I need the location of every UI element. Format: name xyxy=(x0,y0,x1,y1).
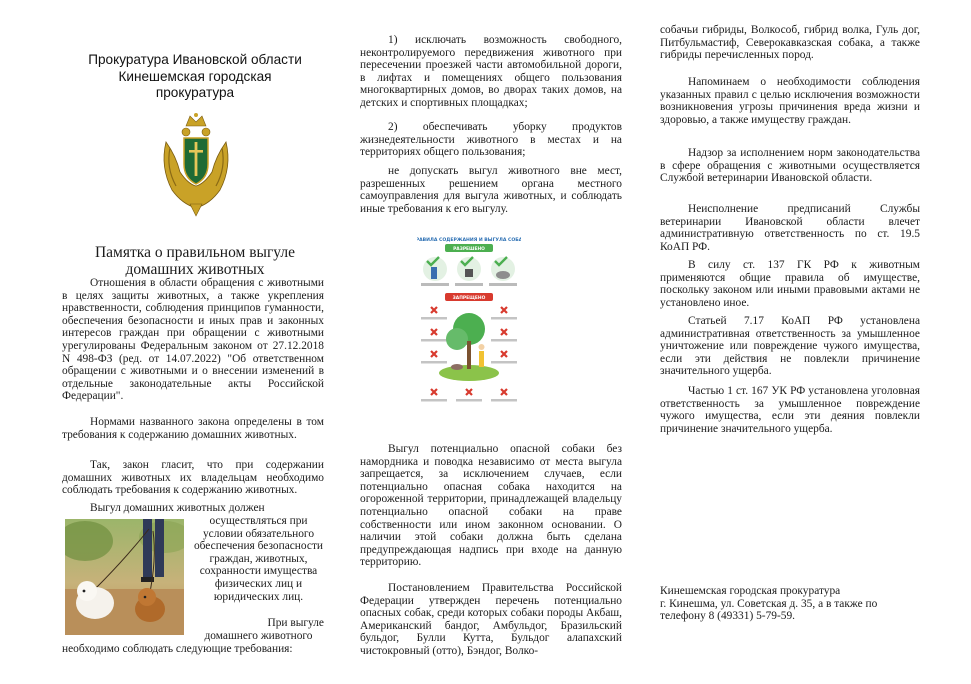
paragraph-criminal-167: Частью 1 ст. 167 УК РФ установлена уголовная ответственность за умышленное повреждение чужого имущества, если эти деяния повлекли причинение значительного ущерба. xyxy=(660,385,920,435)
paragraph-law-intro: Отношения в области обращения с животными в целях защиты животных, а также укрепления нравственности, соблюдения принципов гуманности, обеспечения безопасности и иных прав и законных интересов граждан при обращении с животными урегулированы Федеральным законом от 27.12.2018 N 498-ФЗ (ред. от 14.07.2022) "Об ответственном обращении с животными и о внесении изменений в отдельные законодательные акты Российской Федерации". xyxy=(62,277,324,403)
org-line-2: Кинешемская городская xyxy=(118,68,272,84)
contact-block xyxy=(660,585,920,623)
paragraph-walk-rule-side2: домашнего животного xyxy=(204,630,313,642)
paragraph-walk-side: осуществляться при условии обязательного обеспечения безопасности граждан, животных, сохранности имущества физических лиц и юридических лиц. xyxy=(193,515,324,603)
title-line-1: Памятка о правильном выгуле xyxy=(94,244,295,261)
paragraph-dangerous-dog: Выгул потенциально опасной собаки без намордника и поводка независимо от места выгула запрещается, за исключением случаев, если потенциально опасная собака находится на огороженной территории, принадлежащей владельцу потенциально опасной собаки на праве собственности или ином законном основании. О наличии этой собаки должна быть сделана предупреждающая надпись при входе на данную территорию. xyxy=(360,443,622,569)
paragraph-rule-1: 1) исключать возможность свободного, неконтролируемого передвижения животного при пересечении проезжей части автомобильной дороги, в лифтах и помещениях общего пользования многоквартирных домов, во дворах таких домов, на детских и спортивных площадках; xyxy=(360,34,622,109)
infographic-dog-rules xyxy=(417,233,521,411)
dogs-on-leash-image xyxy=(65,519,184,635)
paragraph-koap-717: Статьей 7.17 КоАП РФ установлена административная ответственность за умышленное уничтожение или повреждение чужого имущества, если эти действия не повлекли причинение значительного ущерба. xyxy=(660,315,920,378)
title-line-2: домашних животных xyxy=(125,261,265,278)
paragraph-walk-head: Выгул домашних животных должен xyxy=(90,502,265,514)
infographic-image xyxy=(417,233,521,411)
page-title xyxy=(62,244,328,278)
paragraph-rule-2: 2) обеспечивать уборку продуктов жизнедеятельности животного в местах и на территориях общего пользования; xyxy=(360,121,622,159)
paragraph-law-norms: Нормами названного закона определены в том требования к содержанию домашних животных. xyxy=(62,416,324,441)
paragraph-reminder: Напоминаем о необходимости соблюдения указанных правил с целью исключения возможности возникновения угрозы причинения вреда жизни и здоровью, а также имуществу граждан. xyxy=(660,76,920,126)
paragraph-walk-rule-side xyxy=(193,617,324,630)
dogs-photo xyxy=(65,519,184,635)
paragraph-breeds-cont: собачьи гибриды, Волкособ, гибрид волка, Гуль дог, Питбульмастиф, Северокавказская собака, а также гибриды перечисленных пород. xyxy=(660,24,920,62)
column-middle xyxy=(360,0,625,684)
paragraph-dangerous-breeds: Постановлением Правительства Российской Федерации утвержден перечень потенциально опасных собак, среди которых собаки породы Акбаш, Американский бандог, Амбульдог, Бразильский бульдог, Булли Кутта, Бульдог алапахский чистокровный (отто), Бэндог, Волко- xyxy=(360,582,622,657)
paragraph-admin-liability: Неисполнение предписаний Службы ветеринарии Ивановской области влечет административную ответственность по ст. 19.5 КоАП РФ. xyxy=(660,203,920,253)
paragraph-law-requirements: Так, закон гласит, что при содержании домашних животных их владельцам необходимо соблюдать требования к содержанию животных. xyxy=(62,459,324,497)
infographic-header: ПРАВИЛА СОДЕРЖАНИЯ И ВЫГУЛА СОБАК xyxy=(417,238,521,243)
org-line-3: прокуратура xyxy=(155,85,235,100)
infographic-allowed: РАЗРЕШЕНО xyxy=(453,247,485,252)
paragraph-rule-3: не допускать выгул животного вне мест, разрешенных решением органа местного самоуправления для выгула животных, и соблюдать иные требования к его выгулу. xyxy=(360,165,622,215)
org-header xyxy=(62,52,328,102)
column-right xyxy=(660,0,920,684)
paragraph-supervision: Надзор за исполнением норм законодательства в сфере обращения с животными осуществляется Службой ветеринарии Ивановской области. xyxy=(660,147,920,185)
walk-rule-label: При выгуле xyxy=(267,617,324,629)
prosecutor-emblem-icon xyxy=(156,112,236,218)
contact-org: Кинешемская городская прокуратура xyxy=(660,585,841,597)
contact-address: г. Кинешма, ул. Советская д. 35, а в также по телефону 8 (49331) 5-79-59. xyxy=(660,597,878,623)
paragraph-walk-tail: необходимо соблюдать следующие требования: xyxy=(62,643,293,655)
infographic-forbidden: ЗАПРЕЩЕНО xyxy=(452,296,486,301)
column-left xyxy=(62,0,328,684)
paragraph-civil-code: В силу ст. 137 ГК РФ к животным применяются общие правила об имуществе, поскольку законом или иными правовыми актами не установлено иное. xyxy=(660,259,920,309)
org-line-1: Прокуратура Ивановской области xyxy=(88,52,302,67)
